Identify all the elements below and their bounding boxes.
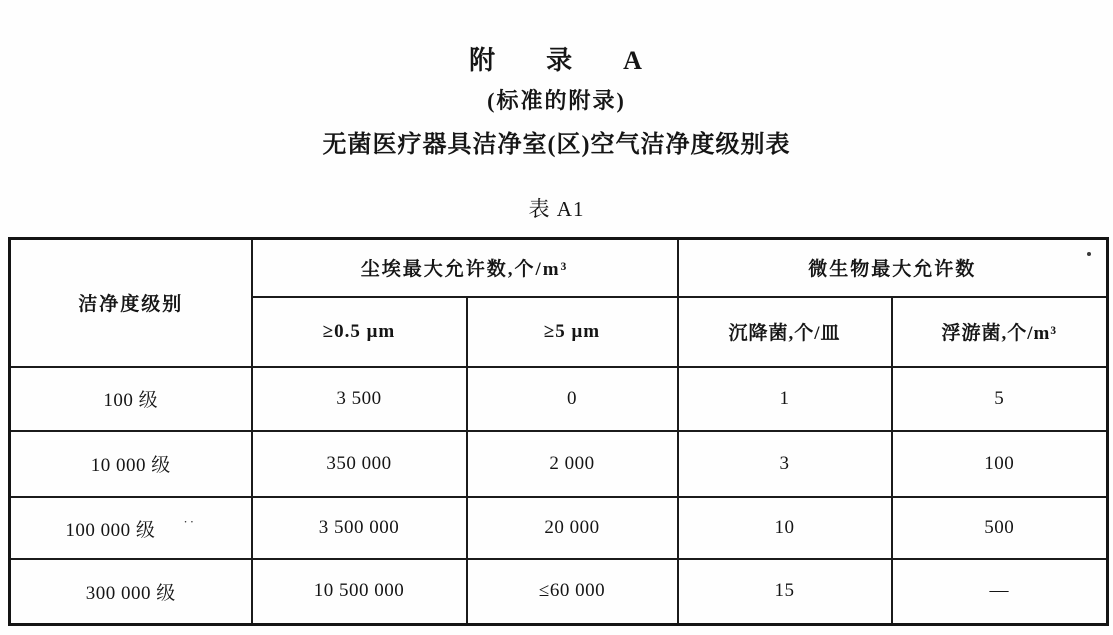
header-dust-5um: ≥5 μm bbox=[467, 297, 678, 367]
cell-dust-5: 20 000 bbox=[467, 497, 678, 559]
header-dust-05um: ≥0.5 μm bbox=[252, 297, 467, 367]
cell-settling: 15 bbox=[678, 559, 892, 625]
print-artifact: ·· bbox=[183, 513, 197, 529]
cleanliness-table bbox=[8, 237, 1109, 626]
cell-settling: 1 bbox=[678, 367, 892, 431]
header-settling-bacteria: 沉降菌,个/皿 bbox=[678, 297, 892, 367]
table-row bbox=[10, 497, 1108, 559]
cell-airborne: 500 bbox=[892, 497, 1108, 559]
cell-level: 100 级 bbox=[10, 367, 252, 431]
cell-level: 10 000 级 bbox=[10, 431, 252, 497]
cell-level: 300 000 级 bbox=[10, 559, 252, 625]
cell-level bbox=[10, 497, 252, 559]
scan-speck bbox=[1087, 252, 1091, 256]
cell-dust-05: 3 500 bbox=[252, 367, 467, 431]
cell-dust-5: 2 000 bbox=[467, 431, 678, 497]
cell-dust-05: 10 500 000 bbox=[252, 559, 467, 625]
header-dust-group: 尘埃最大允许数,个/m³ bbox=[252, 239, 678, 297]
table-row bbox=[10, 431, 1108, 497]
cell-dust-05: 3 500 000 bbox=[252, 497, 467, 559]
cell-dust-5: ≤60 000 bbox=[467, 559, 678, 625]
cell-dust-05: 350 000 bbox=[252, 431, 467, 497]
table-row bbox=[10, 559, 1108, 625]
table-title: 无菌医疗器具洁净室(区)空气洁净度级别表 bbox=[322, 132, 791, 158]
cell-settling: 3 bbox=[678, 431, 892, 497]
header-group-row bbox=[10, 239, 1108, 297]
cell-settling: 10 bbox=[678, 497, 892, 559]
table-row bbox=[10, 367, 1108, 431]
cell-airborne: — bbox=[892, 559, 1108, 625]
cell-dust-5: 0 bbox=[467, 367, 678, 431]
cell-level-text: 100 000 级 bbox=[65, 519, 156, 541]
table-caption: 表 A1 bbox=[528, 197, 585, 221]
cell-airborne: 5 bbox=[892, 367, 1108, 431]
appendix-title: 附 录 A bbox=[469, 46, 644, 75]
cell-airborne: 100 bbox=[892, 431, 1108, 497]
appendix-type-note: (标准的附录) bbox=[487, 88, 626, 113]
header-airborne-bacteria: 浮游菌,个/m³ bbox=[892, 297, 1108, 367]
header-microbe-group: 微生物最大允许数 bbox=[678, 239, 1108, 297]
header-cleanliness-level: 洁净度级别 bbox=[10, 239, 252, 367]
